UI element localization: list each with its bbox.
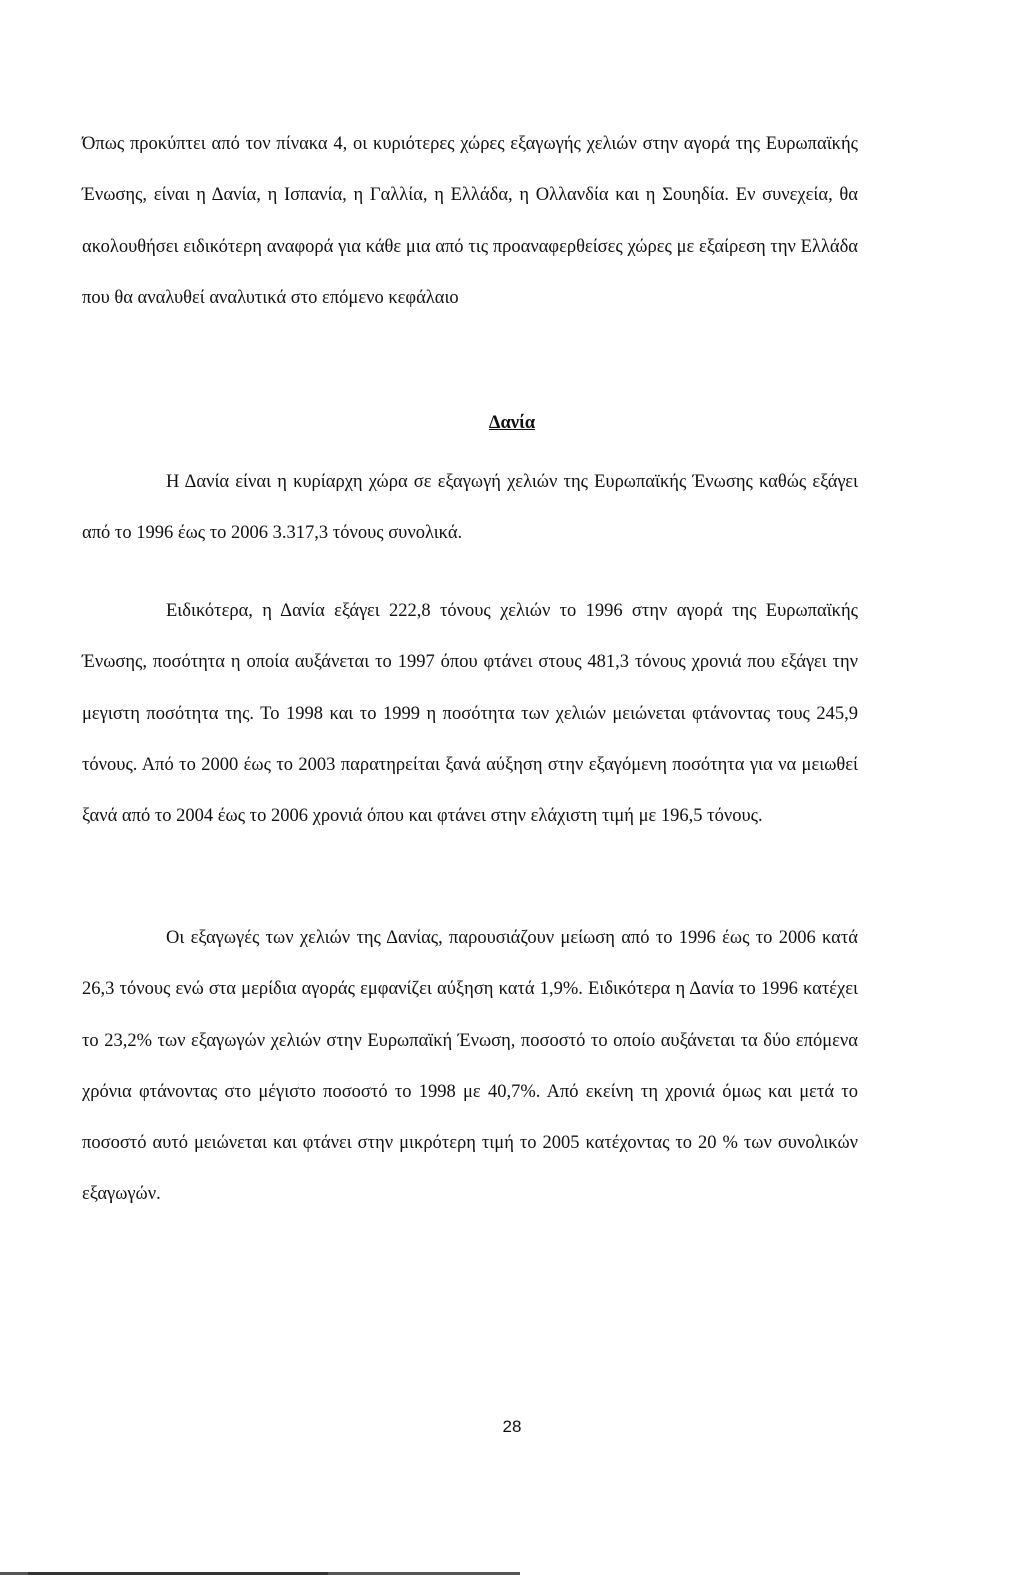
details-paragraph: Ειδικότερα, η Δανία εξάγει 222,8 τόνους χελιών το 1996 στην αγορά της Ευρωπαϊκής Ένωσης, ποσότητα η οποία αυξάνεται το 1997 όπου φτάνει στους 481,3 τόνους χρονιά που εξάγει την μεγιστη ποσότητα της. Το 1998 και το 1999 η ποσότητα των χελιών μειώνεται φτάνοντας τους 245,9 τόνους. Από το 2000 έως το 2003 παρατηρείται ξανά αύξηση στην εξαγόμενη ποσότητα για να μειωθεί ξανά από το 2004 έως το 2006 χρονιά όπου και φτάνει στην ελάχιστη τιμή με 196,5 τόνους. (82, 601, 858, 827)
section-heading: Δανία (488, 413, 536, 433)
summary-paragraph: Η Δανία είναι η κυρίαρχη χώρα σε εξαγωγή χελιών της Ευρωπαϊκής Ένωσης καθώς εξάγει από το 1996 έως το 2006 3.317,3 τόνους συνολικά. (82, 472, 858, 544)
intro-paragraph: Όπως προκύπτει από τον πίνακα 4, οι κυριότερες χώρες εξαγωγής χελιών στην αγορά της Ευρωπαϊκής Ένωσης, είναι η Δανία, η Ισπανία, η Γαλλία, η Ελλάδα, η Ολλανδία και η Σουηδία. Εν συνεχεία, θα ακολουθήσει ειδικότερη αναφορά για κάθε μια από τις προαναφερθείσες χώρες με εξαίρεση την Ελλάδα που θα αναλυθεί αναλυτικά στο επόμενο κεφάλαιο (82, 134, 858, 308)
market-share-paragraph: Οι εξαγωγές των χελιών της Δανίας, παρουσιάζουν μείωση από το 1996 έως το 2006 κατά 26,3 τόνους ενώ στα μερίδια αγοράς εμφανίζει αύξηση κατά 1,9%. Ειδικότερα η Δανία το 1996 κατέχει το 23,2% των εξαγωγών χελιών στην Ευρωπαϊκή Ένωση, ποσοστό το οποίο αυξάνεται τα δύο επόμενα χρόνια φτάνοντας στο μέγιστο ποσοστό το 1998 με 40,7%. Από εκείνη τη χρονιά όμως και μετά το ποσοστό αυτό μειώνεται και φτάνει στην μικρότερη τιμή το 2005 κατέχοντας το 20 % των συνολικών εξαγωγών. (82, 928, 858, 1205)
page-number: 28 (502, 1417, 522, 1436)
footer-rule-dark (28, 1572, 328, 1575)
